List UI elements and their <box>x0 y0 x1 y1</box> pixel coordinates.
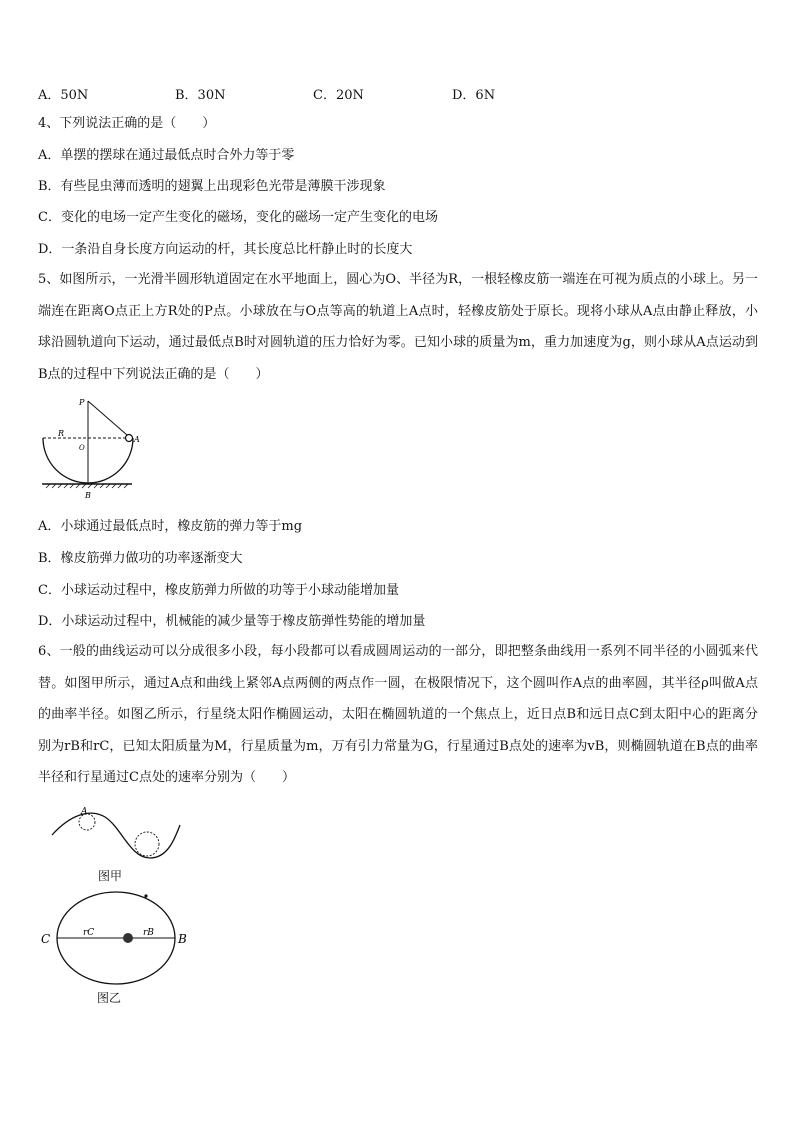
caption-fig-a: 图甲 <box>98 869 123 883</box>
label-p: P <box>79 398 85 407</box>
q3-option-d: D．6N <box>452 88 496 103</box>
planet <box>144 894 147 897</box>
label-r: R <box>58 429 65 438</box>
q6-stem: 6、一般的曲线运动可以分成很多小段，每小段都可以看成圆周运动的一部分，即把整条曲线用一系列不同半径的小圆弧来代替。如图甲所示，通过A点和曲线上紧邻A点两侧的两点作一圆，在极限情况下，这个圆叫作A点的曲率圆，其半径ρ叫做A点的曲率半径。如图乙所示，行星绕太阳作椭圆运动，太阳在椭圆轨道的一个焦点上，近日点B和远日点C到太阳中心的距离分别为rB和rC，已知太阳质量为M，行星质量为m，万有引力常量为G，行星通过B点处的速率为vB，则椭圆轨道在B点的曲率半径和行星通过C点处的速率分别为（ ） <box>38 644 758 785</box>
sun <box>123 933 133 943</box>
q5-option-a: A．小球通过最低点时，橡皮筋的弹力等于mg <box>38 519 303 534</box>
rubber-band <box>88 401 127 435</box>
wave-curve <box>52 813 180 858</box>
label-b: B <box>85 491 91 500</box>
ball <box>126 435 133 442</box>
q6-figure-b <box>38 886 188 986</box>
q4-option-b: B．有些昆虫薄而透明的翅翼上出现彩色光带是薄膜干涉现象 <box>38 179 386 194</box>
q5-stem: 5、如图所示，一光滑半圆形轨道固定在水平地面上，圆心为O、半径为R，一根轻橡皮筋一端连在可视为质点的小球上。另一端连在距离O点正上方R处的P点。小球放在与O点等高的轨道上A点时，轻橡皮筋处于原长。现将小球从A点由静止释放，小球沿圆轨道向下运动，通过最低点B时对圆轨道的压力恰好为零。已知小球的质量为m，重力加速度为g，则小球从A点运动到B点的过程中下列说法正确的是（ ） <box>38 272 758 382</box>
label-a-fig: A <box>81 807 88 817</box>
label-a: A <box>134 435 140 444</box>
label-rb: rB <box>143 928 154 938</box>
curvature-circle-large <box>135 832 159 856</box>
q6-figure-a <box>50 803 200 865</box>
q5-option-d: D．小球运动过程中，机械能的减少量等于橡皮筋弹性势能的增加量 <box>38 614 426 629</box>
q5-option-b: B．橡皮筋弹力做功的功率逐渐变大 <box>38 551 243 566</box>
label-o: O <box>79 444 85 452</box>
q4-option-d: D．一条沿自身长度方向运动的杆，其长度总比杆静止时的长度大 <box>38 242 413 257</box>
label-c: C <box>41 932 51 946</box>
q3-option-b: B．30N <box>175 88 226 103</box>
q5-figure <box>38 393 148 503</box>
label-rc: rC <box>83 928 95 938</box>
q3-option-c: C．20N <box>313 88 364 103</box>
q3-option-a: A．50N <box>38 88 89 103</box>
caption-fig-b: 图乙 <box>97 991 122 1005</box>
q5-option-c: C．小球运动过程中，橡皮筋弹力所做的功等于小球动能增加量 <box>38 583 399 598</box>
q4-option-c: C．变化的电场一定产生变化的磁场，变化的磁场一定产生变化的电场 <box>38 210 438 225</box>
q4-option-a: A．单摆的摆球在通过最低点时合外力等于零 <box>38 148 295 163</box>
label-b-fig: B <box>178 932 187 946</box>
q4-stem: 4、下列说法正确的是（ ） <box>38 116 216 131</box>
